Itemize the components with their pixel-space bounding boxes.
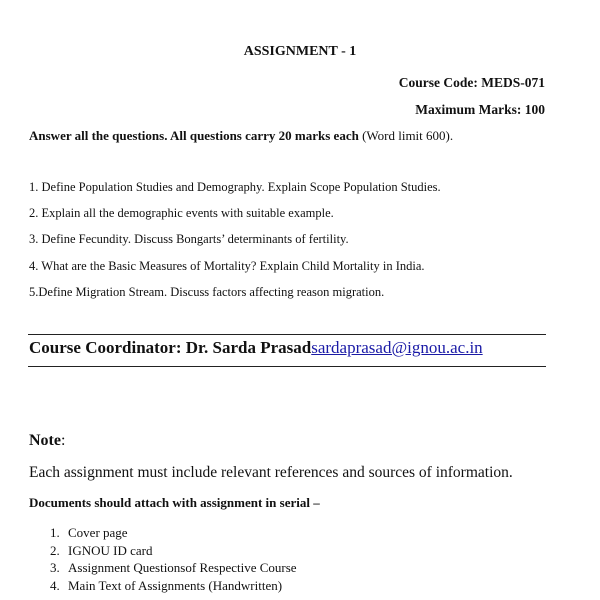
document-item-number: 1. xyxy=(50,525,60,540)
coordinator-email-link[interactable]: sardaprasad@ignou.ac.in xyxy=(311,338,483,357)
question-4: 4. What are the Basic Measures of Mortality? Explain Child Mortality in India. xyxy=(29,259,425,273)
coordinator-label: Course Coordinator: Dr. Sarda Prasad xyxy=(29,338,312,357)
document-item-number: 2. xyxy=(50,543,60,558)
document-item-label: Main Text of Assignments (Handwritten) xyxy=(68,578,283,593)
document-item-1 xyxy=(50,525,128,541)
note-heading-colon: : xyxy=(60,432,66,449)
document-item-label: Assignment Questionsof Respective Course xyxy=(68,560,297,575)
assignment-title: ASSIGNMENT - 1 xyxy=(243,44,357,59)
course-code: Course Code: MEDS-071 xyxy=(398,75,545,90)
note-heading xyxy=(29,432,65,450)
document-item-label: Cover page xyxy=(68,525,128,540)
question-5: 5.Define Migration Stream. Discuss factors affecting reason migration. xyxy=(29,285,385,299)
question-2: 2. Explain all the demographic events with suitable example. xyxy=(29,206,334,220)
note-heading-label: Note xyxy=(29,432,61,449)
document-item-label: IGNOU ID card xyxy=(68,543,153,558)
document-item-4 xyxy=(50,578,282,594)
document-item-number: 3. xyxy=(50,560,60,575)
documents-heading: Documents should attach with assignment in serial – xyxy=(29,495,320,510)
instructions-bold: Answer all the questions. All questions carry 20 marks each xyxy=(29,128,359,143)
document-item-2 xyxy=(50,543,152,559)
note-text: Each assignment must include relevant references and sources of information. xyxy=(29,464,513,481)
question-3: 3. Define Fecundity. Discuss Bongarts’ determinants of fertility. xyxy=(29,232,349,246)
maximum-marks: Maximum Marks: 100 xyxy=(415,102,545,117)
document-item-number: 4. xyxy=(50,578,60,593)
document-item-3 xyxy=(50,560,297,576)
instructions xyxy=(29,128,453,144)
divider-top xyxy=(28,334,546,335)
question-1: 1. Define Population Studies and Demography. Explain Scope Population Studies. xyxy=(29,180,441,194)
instructions-word-limit: (Word limit 600). xyxy=(358,128,454,143)
course-coordinator xyxy=(29,338,483,358)
divider-bottom xyxy=(28,366,546,367)
